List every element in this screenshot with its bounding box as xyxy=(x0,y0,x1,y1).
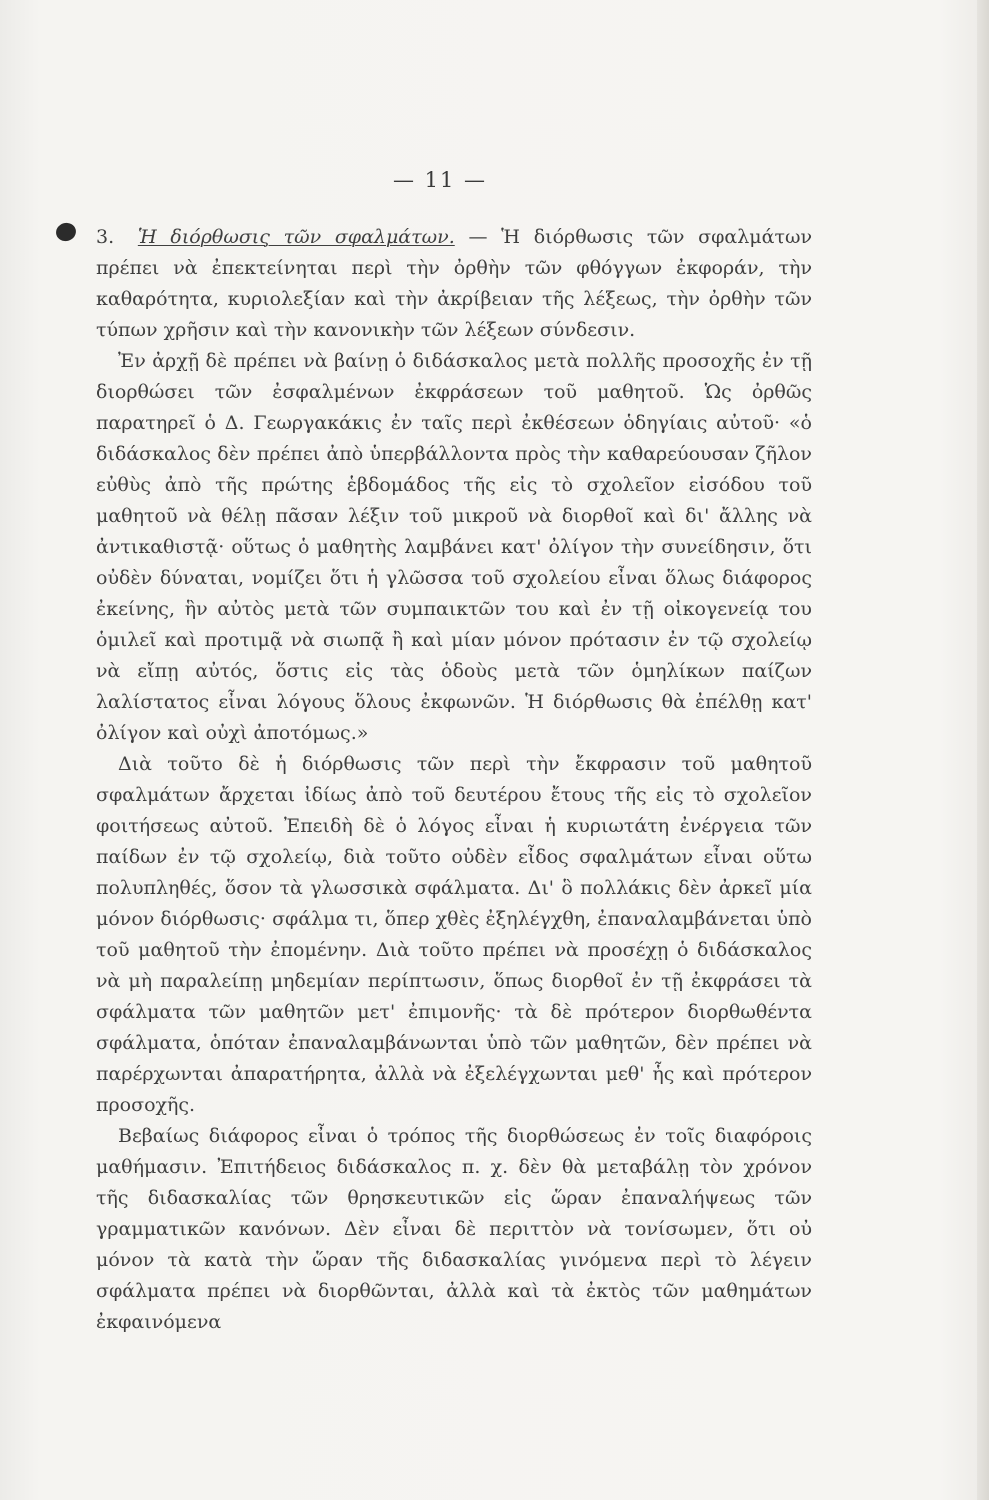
section-dash: — xyxy=(468,226,488,248)
section-paragraph xyxy=(96,222,812,346)
section-number: 3. xyxy=(96,226,115,248)
section-title: Ἡ διόρθωσις τῶν σφαλμάτων. xyxy=(137,226,455,248)
paragraph-3: Βεβαίως διάφορος εἶναι ὁ τρόπος τῆς διορθώσεως ἐν τοῖς διαφόροις μαθήμασιν. Ἐπιτήδειος διδάσκαλος π. χ. δὲν θὰ μεταβάλῃ τὸν χρόνον τῆς διδασκαλίας τῶν θρησκευτικῶν εἰς ὥραν ἐπαναλήψεως τῶν γραμματικῶν κανόνων. Δὲν εἶναι δὲ περιττὸν νὰ τονίσωμεν, ὅτι οὐ μόνον τὰ κατὰ τὴν ὥραν τῆς διδασκαλίας γινόμενα περὶ τὸ λέγειν σφάλματα πρέπει νὰ διορθῶνται, ἀλλὰ καὶ τὰ ἐκτὸς τῶν μαθημάτων ἐκφαινόμενα xyxy=(96,1125,812,1333)
page-edge-shadow xyxy=(977,0,989,1500)
body-text xyxy=(96,222,812,1338)
page-number: — 11 — xyxy=(392,168,488,192)
paragraph-2: Διὰ τοῦτο δὲ ἡ διόρθωσις τῶν περὶ τὴν ἔκφρασιν τοῦ μαθητοῦ σφαλμάτων ἄρχεται ἰδίως ἀπὸ τοῦ δευτέρου ἔτους τῆς εἰς τὸ σχολεῖον φοιτήσεως αὐτοῦ. Ἐπειδὴ δὲ ὁ λόγος εἶναι ἡ κυριωτάτη ἐνέργεια τῶν παίδων ἐν τῷ σχολείῳ, διὰ τοῦτο οὐδὲν εἶδος σφαλμάτων εἶναι οὕτω πολυπληθές, ὅσον τὰ γλωσσικὰ σφάλματα. Δι' ὃ πολλάκις δὲν ἀρκεῖ μία μόνον διόρθωσις· σφάλμα τι, ὅπερ χθὲς ἐξηλέγχθη, ἐπαναλαμβάνεται ὑπὸ τοῦ μαθητοῦ τὴν ἐπομένην. Διὰ τοῦτο πρέπει νὰ προσέχῃ ὁ διδάσκαλος νὰ μὴ παραλείπῃ μηδεμίαν περίπτωσιν, ὅπως διορθοῖ ἐν τῇ ἐκφράσει τὰ σφάλματα τῶν μαθητῶν μετ' ἐπιμονῆς· τὰ δὲ πρότερον διορθωθέντα σφάλματα, ὁπόταν ἐπαναλαμβάνωνται ὑπὸ τῶν μαθητῶν, δὲν πρέπει νὰ παρέρχωνται ἀπαρατήρητα, ἀλλὰ νὰ ἐξελέγχωνται μεθ' ἧς καὶ πρότερον προσοχῆς. xyxy=(96,753,812,1116)
section-lead-text: Ἡ διόρθωσις τῶν σφαλμάτων πρέπει νὰ ἐπεκτείνηται περὶ τὴν ὀρθὴν τῶν φθόγγων ἐκφοράν, τὴν καθαρότητα, κυριολεξίαν καὶ τὴν ἀκρίβειαν τῆς λέξεως, τὴν ὀρθὴν τῶν τύπων χρῆσιν καὶ τὴν κανονικὴν τῶν λέξεων σύνδεσιν. xyxy=(96,226,813,341)
paragraph-1: Ἐν ἀρχῇ δὲ πρέπει νὰ βαίνῃ ὁ διδάσκαλος μετὰ πολλῆς προσοχῆς ἐν τῇ διορθώσει τῶν ἐσφαλμένων ἐκφράσεων τοῦ μαθητοῦ. Ὡς ὀρθῶς παρατηρεῖ ὁ Δ. Γεωργακάκις ἐν ταῖς περὶ ἐκθέσεων ὁδηγίαις αὐτοῦ· «ὁ διδάσκαλος δὲν πρέπει ἀπὸ ὑπερβάλλοντα πρὸς τὴν καθαρεύουσαν ζῆλον εὐθὺς ἀπὸ τῆς πρώτης ἑβδομάδος τῆς εἰς τὸ σχολεῖον εἰσόδου τοῦ μαθητοῦ νὰ θέλῃ πᾶσαν λέξιν τοῦ μικροῦ νὰ διορθοῖ καὶ δι' ἄλλης νὰ ἀντικαθιστᾷ· οὕτως ὁ μαθητὴς λαμβάνει κατ' ὀλίγον τὴν συνείδησιν, ὅτι οὐδὲν δύναται, νομίζει ὅτι ἡ γλῶσσα τοῦ σχολείου εἶναι ὅλως διάφορος ἐκείνης, ἣν αὐτὸς μετὰ τῶν συμπαικτῶν του καὶ ἐν τῇ οἰκογενείᾳ του ὁμιλεῖ καὶ προτιμᾷ νὰ σιωπᾷ ἢ καὶ μίαν μόνον πρότασιν ἐν τῷ σχολείῳ νὰ εἴπῃ αὐτός, ὅστις εἰς τὰς ὁδοὺς μετὰ τῶν ὁμηλίκων παίζων λαλίστατος εἶναι λόγους ὅλους ἐκφωνῶν. Ἡ διόρθωσις θὰ ἐπέλθῃ κατ' ὀλίγον καὶ οὐχὶ ἀποτόμως.» xyxy=(96,350,812,744)
ink-blot-marker xyxy=(54,221,78,244)
